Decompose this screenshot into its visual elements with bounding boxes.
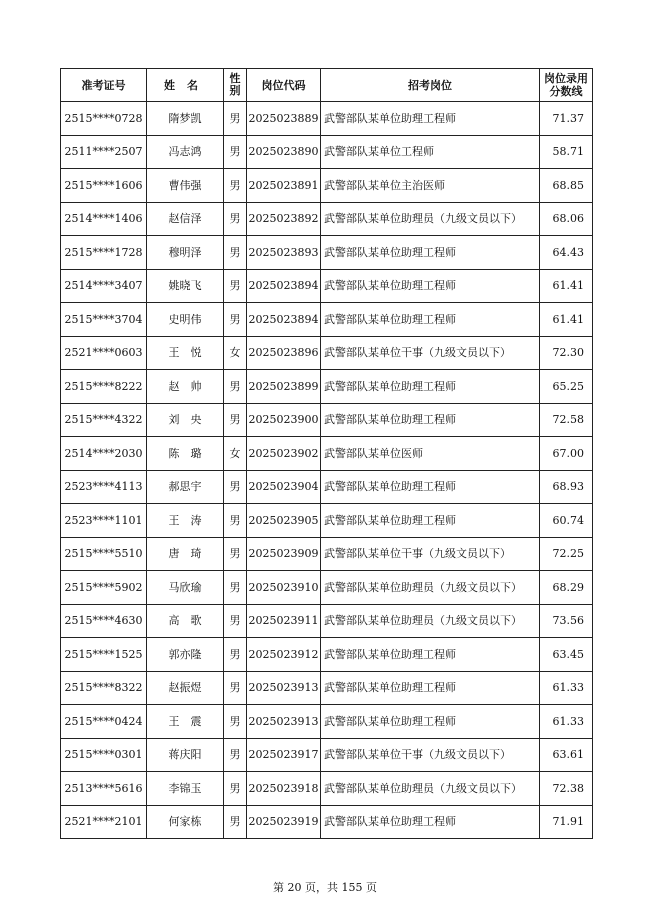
position-cell: 武警部队某单位工程师: [321, 135, 540, 169]
sex-cell: 男: [224, 738, 247, 772]
position-code-cell: 2025023899: [247, 370, 321, 404]
position-cell: 武警部队某单位助理工程师: [321, 236, 540, 270]
position-cell: 武警部队某单位助理工程师: [321, 705, 540, 739]
score-cell: 68.29: [540, 571, 593, 605]
position-cell: 武警部队某单位助理员（九级文员以下）: [321, 772, 540, 806]
table-row: [61, 303, 593, 337]
table-row: [61, 236, 593, 270]
position-cell: 武警部队某单位助理员（九级文员以下）: [321, 202, 540, 236]
header-position-code: 岗位代码: [247, 69, 321, 102]
name-cell: 蒋庆阳: [147, 738, 224, 772]
sex-cell: 男: [224, 202, 247, 236]
score-cell: 68.85: [540, 169, 593, 203]
position-code-cell: 2025023892: [247, 202, 321, 236]
score-cell: 61.41: [540, 269, 593, 303]
score-cell: 72.38: [540, 772, 593, 806]
position-cell: 武警部队某单位主治医师: [321, 169, 540, 203]
position-code-cell: 2025023905: [247, 504, 321, 538]
position-code-cell: 2025023910: [247, 571, 321, 605]
score-cell: 60.74: [540, 504, 593, 538]
exam-id-cell: 2513****5616: [61, 772, 147, 806]
exam-id-cell: 2523****1101: [61, 504, 147, 538]
score-cell: 64.43: [540, 236, 593, 270]
exam-id-cell: 2514****1406: [61, 202, 147, 236]
table-row: [61, 437, 593, 471]
score-cell: 71.37: [540, 102, 593, 136]
score-cell: 61.41: [540, 303, 593, 337]
exam-id-cell: 2515****8322: [61, 671, 147, 705]
name-cell: 冯志鸿: [147, 135, 224, 169]
table-row: [61, 135, 593, 169]
sex-cell: 男: [224, 571, 247, 605]
header-name: 姓 名: [147, 69, 224, 102]
position-cell: 武警部队某单位助理工程师: [321, 671, 540, 705]
table-row: [61, 403, 593, 437]
position-cell: 武警部队某单位助理员（九级文员以下）: [321, 604, 540, 638]
score-cell: 61.33: [540, 705, 593, 739]
sex-cell: 男: [224, 537, 247, 571]
name-cell: 王 悦: [147, 336, 224, 370]
name-cell: 史明伟: [147, 303, 224, 337]
sex-cell: 男: [224, 504, 247, 538]
position-cell: 武警部队某单位干事（九级文员以下）: [321, 336, 540, 370]
table-row: [61, 336, 593, 370]
sex-cell: 男: [224, 236, 247, 270]
name-cell: 隋梦凯: [147, 102, 224, 136]
position-code-cell: 2025023893: [247, 236, 321, 270]
exam-id-cell: 2523****4113: [61, 470, 147, 504]
sex-cell: 男: [224, 604, 247, 638]
header-position: 招考岗位: [321, 69, 540, 102]
position-code-cell: 2025023911: [247, 604, 321, 638]
position-cell: 武警部队某单位助理工程师: [321, 504, 540, 538]
page-footer: 第 20 页，共 155 页: [273, 881, 377, 894]
position-cell: 武警部队某单位助理工程师: [321, 102, 540, 136]
name-cell: 姚晓飞: [147, 269, 224, 303]
sex-cell: 男: [224, 370, 247, 404]
position-cell: 武警部队某单位助理工程师: [321, 403, 540, 437]
name-cell: 刘 央: [147, 403, 224, 437]
name-cell: 王 震: [147, 705, 224, 739]
sex-cell: 女: [224, 336, 247, 370]
position-code-cell: 2025023900: [247, 403, 321, 437]
table-row: [61, 671, 593, 705]
score-cell: 73.56: [540, 604, 593, 638]
header-sex: 性 别: [224, 69, 247, 102]
exam-id-cell: 2515****0728: [61, 102, 147, 136]
exam-id-cell: 2514****3407: [61, 269, 147, 303]
sex-cell: 男: [224, 470, 247, 504]
name-cell: 郝思宇: [147, 470, 224, 504]
name-cell: 高 歌: [147, 604, 224, 638]
name-cell: 李锦玉: [147, 772, 224, 806]
table-row: [61, 571, 593, 605]
table-row: [61, 638, 593, 672]
position-cell: 武警部队某单位助理工程师: [321, 638, 540, 672]
position-cell: 武警部队某单位医师: [321, 437, 540, 471]
exam-id-cell: 2514****2030: [61, 437, 147, 471]
table-row: [61, 370, 593, 404]
table-row: [61, 604, 593, 638]
score-cell: 71.91: [540, 805, 593, 839]
name-cell: 唐 琦: [147, 537, 224, 571]
score-cell: 68.93: [540, 470, 593, 504]
position-code-cell: 2025023917: [247, 738, 321, 772]
exam-id-cell: 2515****4630: [61, 604, 147, 638]
table-row: [61, 738, 593, 772]
table-row: [61, 504, 593, 538]
position-code-cell: 2025023889: [247, 102, 321, 136]
position-cell: 武警部队某单位助理员（九级文员以下）: [321, 571, 540, 605]
table-row: [61, 772, 593, 806]
position-cell: 武警部队某单位助理工程师: [321, 269, 540, 303]
table-row: [61, 470, 593, 504]
score-cell: 58.71: [540, 135, 593, 169]
position-code-cell: 2025023894: [247, 269, 321, 303]
name-cell: 赵 帅: [147, 370, 224, 404]
sex-cell: 男: [224, 269, 247, 303]
score-cell: 63.61: [540, 738, 593, 772]
exam-id-cell: 2521****2101: [61, 805, 147, 839]
table-row: [61, 537, 593, 571]
exam-id-cell: 2515****1728: [61, 236, 147, 270]
sex-cell: 男: [224, 705, 247, 739]
sex-cell: 男: [224, 169, 247, 203]
position-code-cell: 2025023902: [247, 437, 321, 471]
name-cell: 穆明泽: [147, 236, 224, 270]
sex-cell: 男: [224, 303, 247, 337]
name-cell: 郭亦隆: [147, 638, 224, 672]
position-code-cell: 2025023919: [247, 805, 321, 839]
sex-cell: 女: [224, 437, 247, 471]
exam-id-cell: 2515****0301: [61, 738, 147, 772]
sex-cell: 男: [224, 403, 247, 437]
position-code-cell: 2025023913: [247, 671, 321, 705]
exam-id-cell: 2511****2507: [61, 135, 147, 169]
score-cell: 72.30: [540, 336, 593, 370]
score-table: [60, 68, 593, 839]
table-row: [61, 269, 593, 303]
table-row: [61, 805, 593, 839]
name-cell: 赵振煜: [147, 671, 224, 705]
exam-id-cell: 2515****1525: [61, 638, 147, 672]
position-cell: 武警部队某单位干事（九级文员以下）: [321, 738, 540, 772]
table-row: [61, 102, 593, 136]
sex-cell: 男: [224, 805, 247, 839]
header-score: 岗位录用 分数线: [540, 69, 593, 102]
sex-cell: 男: [224, 638, 247, 672]
exam-id-cell: 2515****3704: [61, 303, 147, 337]
score-cell: 65.25: [540, 370, 593, 404]
score-cell: 72.25: [540, 537, 593, 571]
table-row: [61, 705, 593, 739]
exam-id-cell: 2515****1606: [61, 169, 147, 203]
score-cell: 72.58: [540, 403, 593, 437]
position-code-cell: 2025023896: [247, 336, 321, 370]
score-cell: 68.06: [540, 202, 593, 236]
sex-cell: 男: [224, 135, 247, 169]
position-cell: 武警部队某单位助理工程师: [321, 303, 540, 337]
position-cell: 武警部队某单位助理工程师: [321, 470, 540, 504]
position-code-cell: 2025023909: [247, 537, 321, 571]
position-code-cell: 2025023913: [247, 705, 321, 739]
table-row: [61, 202, 593, 236]
name-cell: 赵信泽: [147, 202, 224, 236]
exam-id-cell: 2521****0603: [61, 336, 147, 370]
name-cell: 马欣瑜: [147, 571, 224, 605]
header-exam-id: 准考证号: [61, 69, 147, 102]
position-code-cell: 2025023891: [247, 169, 321, 203]
position-cell: 武警部队某单位助理工程师: [321, 370, 540, 404]
table-header-row: [61, 69, 593, 102]
exam-id-cell: 2515****8222: [61, 370, 147, 404]
position-code-cell: 2025023918: [247, 772, 321, 806]
score-cell: 61.33: [540, 671, 593, 705]
score-cell: 67.00: [540, 437, 593, 471]
sex-cell: 男: [224, 102, 247, 136]
position-cell: 武警部队某单位助理工程师: [321, 805, 540, 839]
exam-id-cell: 2515****5902: [61, 571, 147, 605]
position-cell: 武警部队某单位干事（九级文员以下）: [321, 537, 540, 571]
exam-id-cell: 2515****0424: [61, 705, 147, 739]
position-code-cell: 2025023904: [247, 470, 321, 504]
table-row: [61, 169, 593, 203]
score-cell: 63.45: [540, 638, 593, 672]
sex-cell: 男: [224, 671, 247, 705]
name-cell: 王 涛: [147, 504, 224, 538]
name-cell: 陈 璐: [147, 437, 224, 471]
score-table-container: [60, 68, 592, 839]
exam-id-cell: 2515****5510: [61, 537, 147, 571]
exam-id-cell: 2515****4322: [61, 403, 147, 437]
name-cell: 何家栋: [147, 805, 224, 839]
sex-cell: 男: [224, 772, 247, 806]
position-code-cell: 2025023912: [247, 638, 321, 672]
name-cell: 曹伟强: [147, 169, 224, 203]
position-code-cell: 2025023890: [247, 135, 321, 169]
table-body: [61, 102, 593, 839]
position-code-cell: 2025023894: [247, 303, 321, 337]
